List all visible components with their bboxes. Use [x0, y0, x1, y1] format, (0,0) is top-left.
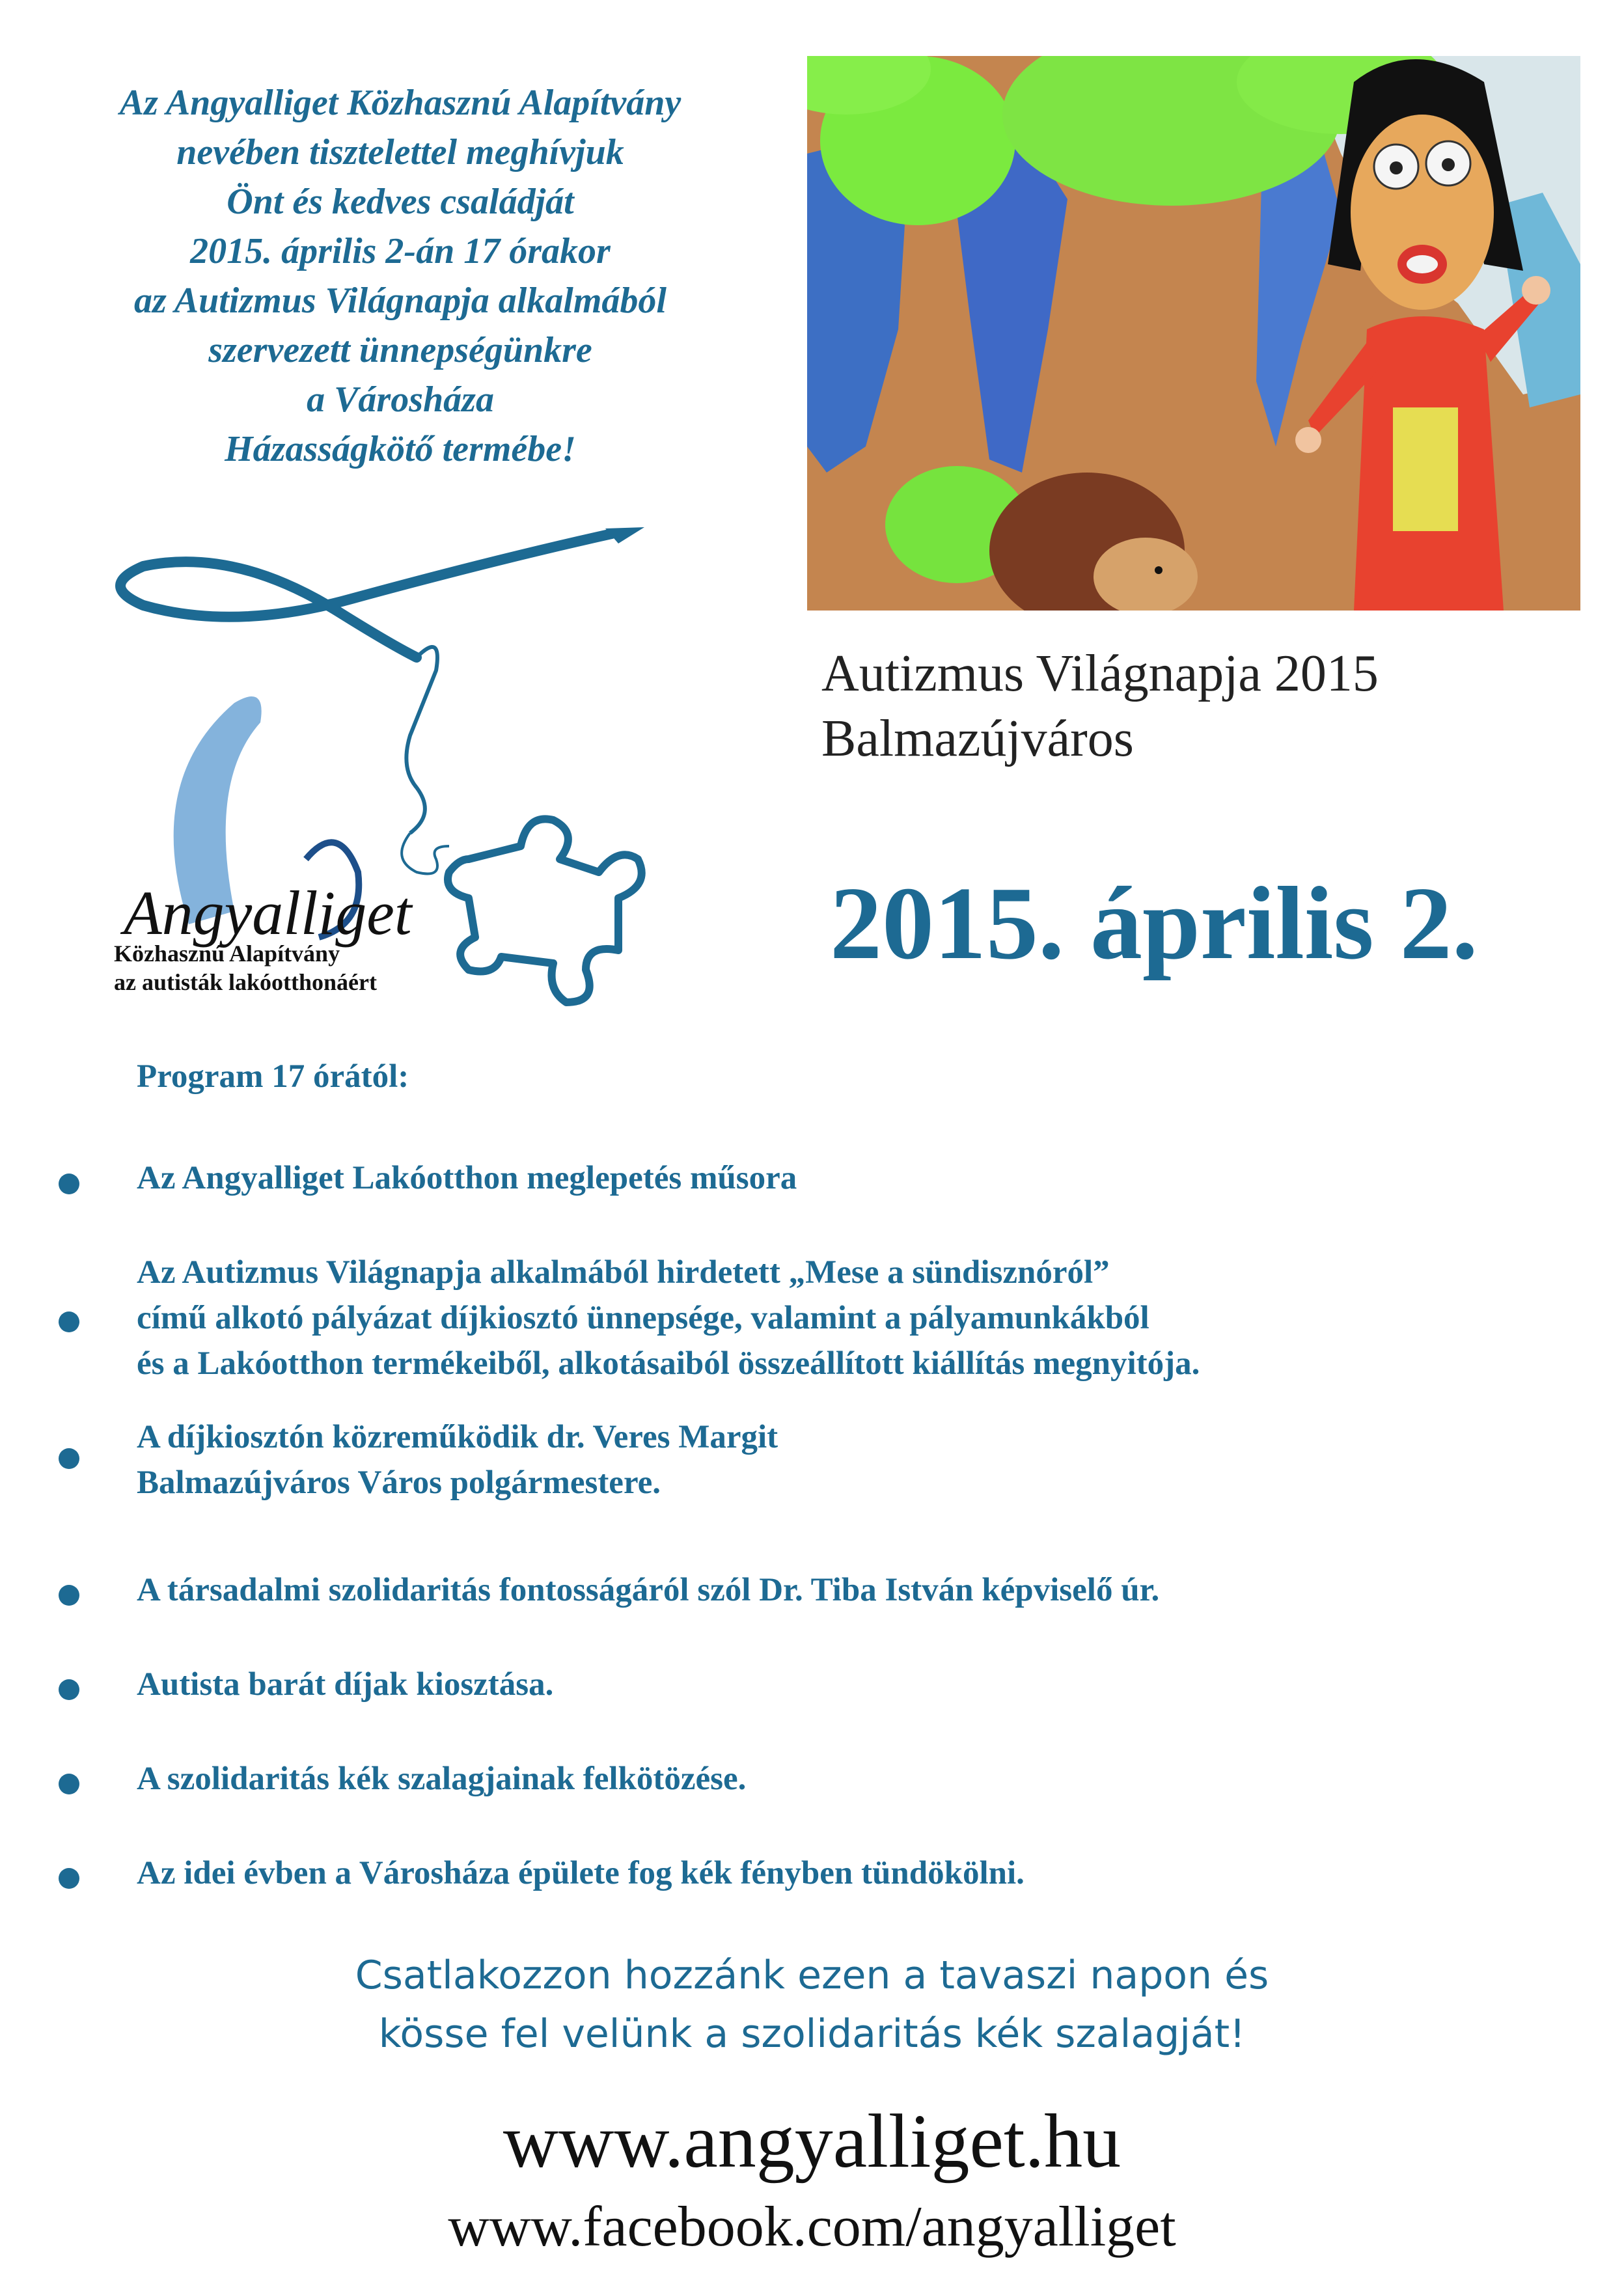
event-date: 2015. április 2.	[830, 865, 1478, 981]
invitation-line: az Autizmus Világnapja alkalmából	[134, 281, 667, 321]
invitation-line: szervezett ünnepségünkre	[208, 330, 592, 370]
program-item	[137, 1250, 1200, 1386]
logo-subtitle-line2: az autisták lakóotthonáért	[114, 969, 377, 995]
invitation-line: 2015. április 2-án 17 órakor	[190, 231, 611, 271]
facebook-link[interactable]: www.facebook.com/angyalliget	[448, 2195, 1176, 2259]
invitation-line: a Városháza	[307, 379, 494, 420]
program-item-line: Az idei évben a Városháza épülete fog kék fényben tündökölni.	[137, 1855, 1025, 1891]
program-item	[137, 1756, 746, 1802]
bullet-icon	[59, 1679, 79, 1700]
event-title-line1: Autizmus Világnapja 2015	[821, 645, 1379, 702]
invitation-text	[39, 78, 762, 474]
program-item-line: A társadalmi szolidaritás fontosságáról szól Dr. Tiba István képviselő úr.	[137, 1572, 1160, 1608]
bullet-icon	[59, 1311, 79, 1332]
bullet-icon	[59, 1174, 79, 1194]
logo-subtitle	[114, 939, 377, 996]
invitation-line: Házasságkötő termébe!	[225, 429, 576, 469]
program-item	[137, 1567, 1159, 1613]
program-item-line: A szolidaritás kék szalagjainak felkötözése.	[137, 1761, 747, 1797]
program-item	[137, 1662, 553, 1707]
invitation-line: nevében tisztelettel meghívjuk	[176, 132, 624, 172]
program-item-line: Az Angyalliget Lakóotthon meglepetés műsora	[137, 1160, 797, 1196]
logo-script-text: Angyalliget	[124, 878, 412, 948]
event-title	[821, 641, 1379, 771]
child-painting-image	[807, 56, 1580, 611]
bullet-icon	[59, 1868, 79, 1889]
program-item-line: Autista barát díjak kiosztása.	[137, 1666, 554, 1703]
program-item-line: című alkotó pályázat díjkiosztó ünnepsége, valamint a pályamunkákból	[137, 1300, 1149, 1336]
invitation-line: Az Angyalliget Közhasznú Alapítvány	[119, 83, 681, 123]
bullet-icon	[59, 1585, 79, 1606]
bullet-icon	[59, 1774, 79, 1794]
program-item	[137, 1414, 778, 1505]
program-heading: Program 17 órától:	[137, 1058, 409, 1095]
closing-line2: kösse fel velünk a szolidaritás kék szalagját!	[378, 2011, 1246, 2057]
program-item-line: Balmazújváros Város polgármestere.	[137, 1464, 661, 1501]
bullet-icon	[59, 1448, 79, 1469]
invitation-line: Önt és kedves családját	[227, 182, 574, 222]
program-item-line: Az Autizmus Világnapja alkalmából hirdetett „Mese a sündisznóról”	[137, 1254, 1110, 1291]
program-item	[137, 1850, 1025, 1896]
program-item-line: A díjkiosztón közreműködik dr. Veres Margit	[137, 1419, 778, 1455]
website-link[interactable]: www.angyalliget.hu	[502, 2098, 1122, 2184]
program-item	[137, 1155, 797, 1201]
closing-line1: Csatlakozzon hozzánk ezen a tavaszi napon és	[355, 1953, 1269, 1998]
closing-message	[0, 1946, 1624, 2063]
logo-subtitle-line1: Közhasznú Alapítvány	[114, 941, 340, 967]
program-item-line: és a Lakóotthon termékeiből, alkotásaiból összeállított kiállítás megnyitója.	[137, 1345, 1200, 1382]
event-title-line2: Balmazújváros	[821, 710, 1134, 767]
